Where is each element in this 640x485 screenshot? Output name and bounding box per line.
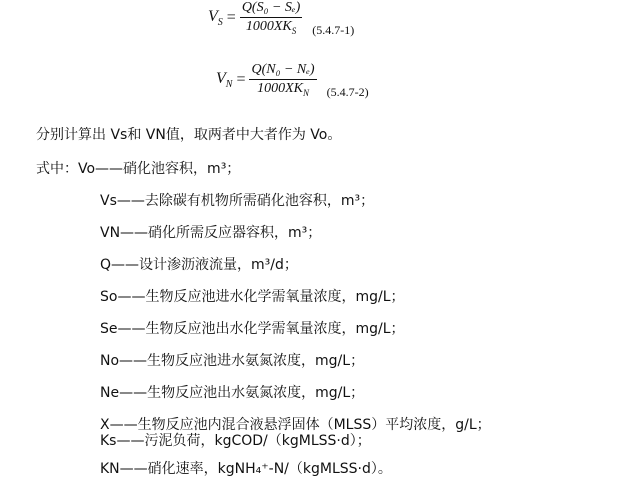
definition-vn: VN——硝化所需反应器容积，m³；	[100, 225, 322, 241]
definition-so: So——生物反应池进水化学需氧量浓度，mg/L；	[100, 289, 405, 305]
definition-no: No——生物反应池进水氨氮浓度，mg/L；	[100, 353, 365, 369]
definition-q: Q——设计渗沥液流量，m³/d；	[100, 257, 298, 273]
definition-vs: Vs——去除碳有机物所需硝化池容积，m³；	[100, 193, 375, 209]
formula-1-denominator: $1000XK_S$	[245, 19, 297, 36]
where-line-vo: 式中：Vo——硝化池容积，m³；	[36, 161, 241, 177]
formula-1-numerator: Q(S₀ − Sₑ)	[240, 0, 302, 18]
formula-vs	[208, 0, 354, 36]
formula-vn	[216, 62, 369, 98]
definition-kn: KN——硝化速率，kgNH₄⁺-N/（kgMLSS·d）。	[100, 461, 392, 477]
formula-2-denominator: $1000XK_N$	[257, 81, 309, 98]
equals-sign: =	[226, 8, 236, 26]
equals-sign: =	[236, 70, 246, 88]
formula-1-number: (5.4.7-1)	[312, 22, 355, 37]
definition-ks: Ks——污泥负荷，kgCOD/（kgMLSS·d）；	[100, 433, 371, 449]
definition-ne: Ne——生物反应池出水氨氮浓度，mg/L；	[100, 385, 365, 401]
formula-2-lhs: $V_N$	[216, 69, 233, 90]
formula-1-fraction	[240, 0, 302, 36]
formula-2-numerator: Q(N₀ − Nₑ)	[249, 62, 316, 80]
intro-line: 分别计算出 Vs和 VN值，取两者中大者作为 Vo。	[36, 127, 342, 143]
definition-se: Se——生物反应池出水化学需氧量浓度，mg/L；	[100, 321, 405, 337]
formula-2-fraction	[249, 62, 316, 98]
definition-x: X——生物反应池内混合液悬浮固体（MLSS）平均浓度，g/L；	[100, 417, 491, 433]
formula-2-number: (5.4.7-2)	[326, 84, 369, 99]
formula-1-lhs: $V_S$	[208, 7, 223, 28]
